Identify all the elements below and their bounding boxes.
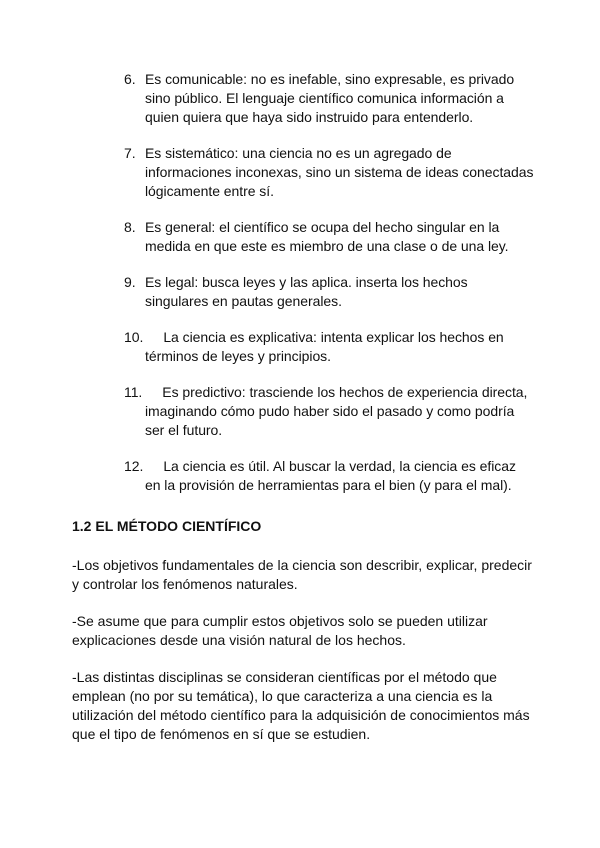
list-item-text: La ciencia es explicativa: intenta explicar los hechos en términos de leyes y principios. [145,329,504,364]
section-heading: 1.2 EL MÉTODO CIENTÍFICO [72,518,262,534]
list-item [124,383,534,440]
list-item [124,218,534,256]
list-item-number: 11. [124,384,143,400]
list-item-number: 12. [124,458,144,474]
list-item [124,328,534,366]
paragraph: -Los objetivos fundamentales de la ciencia son describir, explicar, predecir y controlar los fenómenos naturales. [72,557,532,592]
list-item-text: Es comunicable: no es inefable, sino expresable, es privado sino público. El lenguaje científico comunica información a quien quiera que haya sido instruido para entenderlo. [145,71,515,125]
paragraph: -Las distintas disciplinas se consideran científicas por el método que emplean (no por su temática), lo que caracteriza a una ciencia es la utilización del método científico para la adquisición de conocimientos más que el tipo de fenómenos en sí que se estudien. [72,669,530,742]
list-item-text: Es legal: busca leyes y las aplica. inserta los hechos singulares en pautas generales. [145,274,468,309]
list-item-number: 9. [124,274,136,290]
paragraph: -Se asume que para cumplir estos objetivos solo se pueden utilizar explicaciones desde una visión natural de los hechos. [72,613,488,648]
list-item-number: 6. [124,71,136,87]
list-item [124,457,534,495]
list-item [124,70,534,127]
list-item [124,273,534,311]
list-item-number: 10. [124,329,144,345]
list-item-text: Es general: el científico se ocupa del hecho singular en la medida en que este es miembro de una clase o de una ley. [145,219,509,254]
list-item-number: 8. [124,219,136,235]
characteristics-list [124,70,534,512]
list-item-text: La ciencia es útil. Al buscar la verdad, la ciencia es eficaz en la provisión de herramientas para el bien (y para el mal). [145,458,516,493]
list-item-text: Es sistemático: una ciencia no es un agregado de informaciones inconexas, sino un sistema de ideas conectadas lógicamente entre sí. [145,145,534,199]
list-item-number: 7. [124,145,136,161]
list-item [124,144,534,201]
list-item-text: Es predictivo: trasciende los hechos de experiencia directa, imaginando cómo pudo haber sido el pasado y como podría ser el futuro. [145,384,528,438]
